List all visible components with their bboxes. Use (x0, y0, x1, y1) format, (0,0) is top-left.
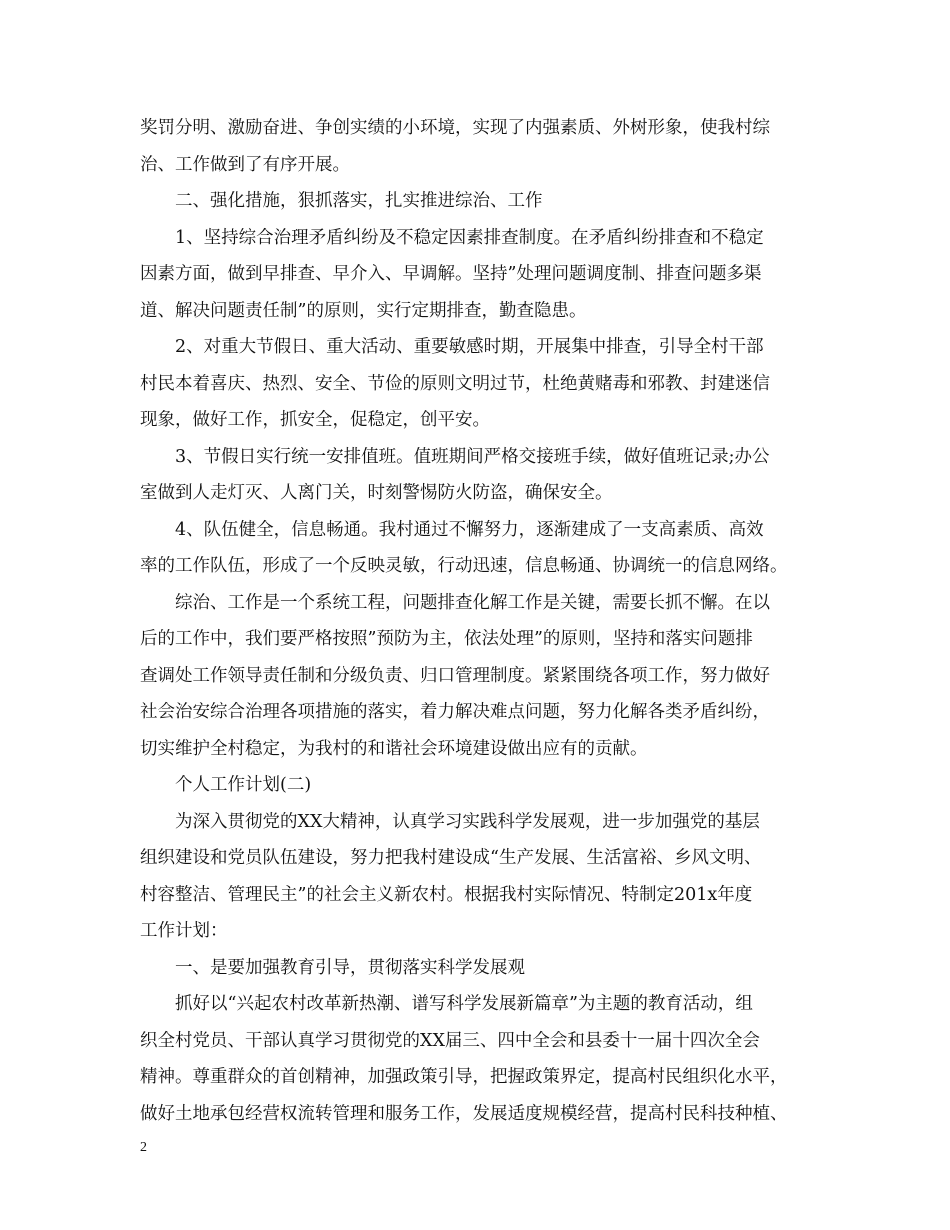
text-line: 道、解决问题责任制”的原则，实行定期排查，勤查隐患。 (140, 300, 587, 321)
text-line: 织全村党员、干部认真学习贯彻党的XX届三、四中全会和县委十一届十四次全会 (140, 1030, 760, 1051)
text-line: 1、坚持综合治理矛盾纠纷及不稳定因素排查制度。在矛盾纠纷排查和不稳定 (175, 227, 764, 248)
document-body (140, 110, 825, 1132)
text-line: 组织建设和党员队伍建设，努力把我村建设成“生产发展、生活富裕、乡风文明、 (140, 848, 762, 868)
text-line: 村民本着喜庆、热烈、安全、节俭的原则文明过节，杜绝黄赌毒和邪教、封建迷信 (140, 373, 770, 394)
text-line: 切实维护全村稳定，为我村的和谐社会环境建设做出应有的贡献。 (140, 738, 648, 759)
text-line: 精神。尊重群众的首创精神，加强政策引导，把握政策界定，提高村民组织化水平， (140, 1067, 788, 1087)
text-line: 因素方面，做到早排查、早介入、早调解。坚持”处理问题调度制、排查问题多渠 (140, 264, 762, 284)
text-line: 2、对重大节假日、重大活动、重要敏感时期，开展集中排查，引导全村干部 (175, 337, 764, 357)
text-line: 为深入贯彻党的XX大精神，认真学习实践科学发展观，进一步加强党的基层 (175, 811, 760, 832)
text-line: 村容整洁、管理民主”的社会主义新农村。根据我村实际情况、特制定201x年度 (140, 884, 753, 905)
text-line: 个人工作计划(二) (175, 775, 312, 795)
text-line: 奖罚分明、激励奋进、争创实绩的小环境，实现了内强素质、外树形象，使我村综 (140, 118, 770, 138)
text-line: 综治、工作是一个系统工程，问题排查化解工作是关键，需要长抓不懈。在以 (175, 592, 770, 613)
text-line: 4、队伍健全，信息畅通。我村通过不懈努力，逐渐建成了一支高素质、高效 (175, 519, 764, 540)
text-line: 现象，做好工作，抓安全，促稳定，创平安。 (140, 410, 490, 430)
text-line: 二、强化措施，狠抓落实，扎实推进综治、工作 (175, 191, 543, 211)
text-line: 工作计划： (140, 921, 228, 941)
text-line: 查调处工作领导责任制和分级负责、归口管理制度。紧紧围绕各项工作，努力做好 (140, 665, 770, 686)
text-line: 率的工作队伍，形成了一个反映灵敏，行动迅速，信息畅通、协调统一的信息网络。 (140, 556, 788, 576)
text-line: 室做到人走灯灭、人离门关，时刻警惕防火防盗，确保安全。 (140, 483, 613, 503)
text-line: 一、是要加强教育引导，贯彻落实科学发展观 (175, 957, 525, 978)
text-line: 3、节假日实行统一安排值班。值班期间严格交接班手续，做好值班记录;办公 (175, 446, 770, 467)
page-number: 2 (140, 1140, 147, 1155)
text-line: 治、工作做到了有序开展。 (140, 154, 350, 175)
text-line: 做好土地承包经营权流转管理和服务工作，发展适度规模经营，提高村民科技种植、 (140, 1103, 788, 1124)
text-line: 抓好以“兴起农村改革新热潮、谱写科学发展新篇章”为主题的教育活动，组 (175, 994, 753, 1014)
text-line: 社会治安综合治理各项措施的落实，着力解决难点问题，努力化解各类矛盾纠纷， (140, 702, 770, 722)
text-line: 后的工作中，我们要严格按照”预防为主，依法处理”的原则，坚持和落实问题排 (140, 629, 753, 649)
